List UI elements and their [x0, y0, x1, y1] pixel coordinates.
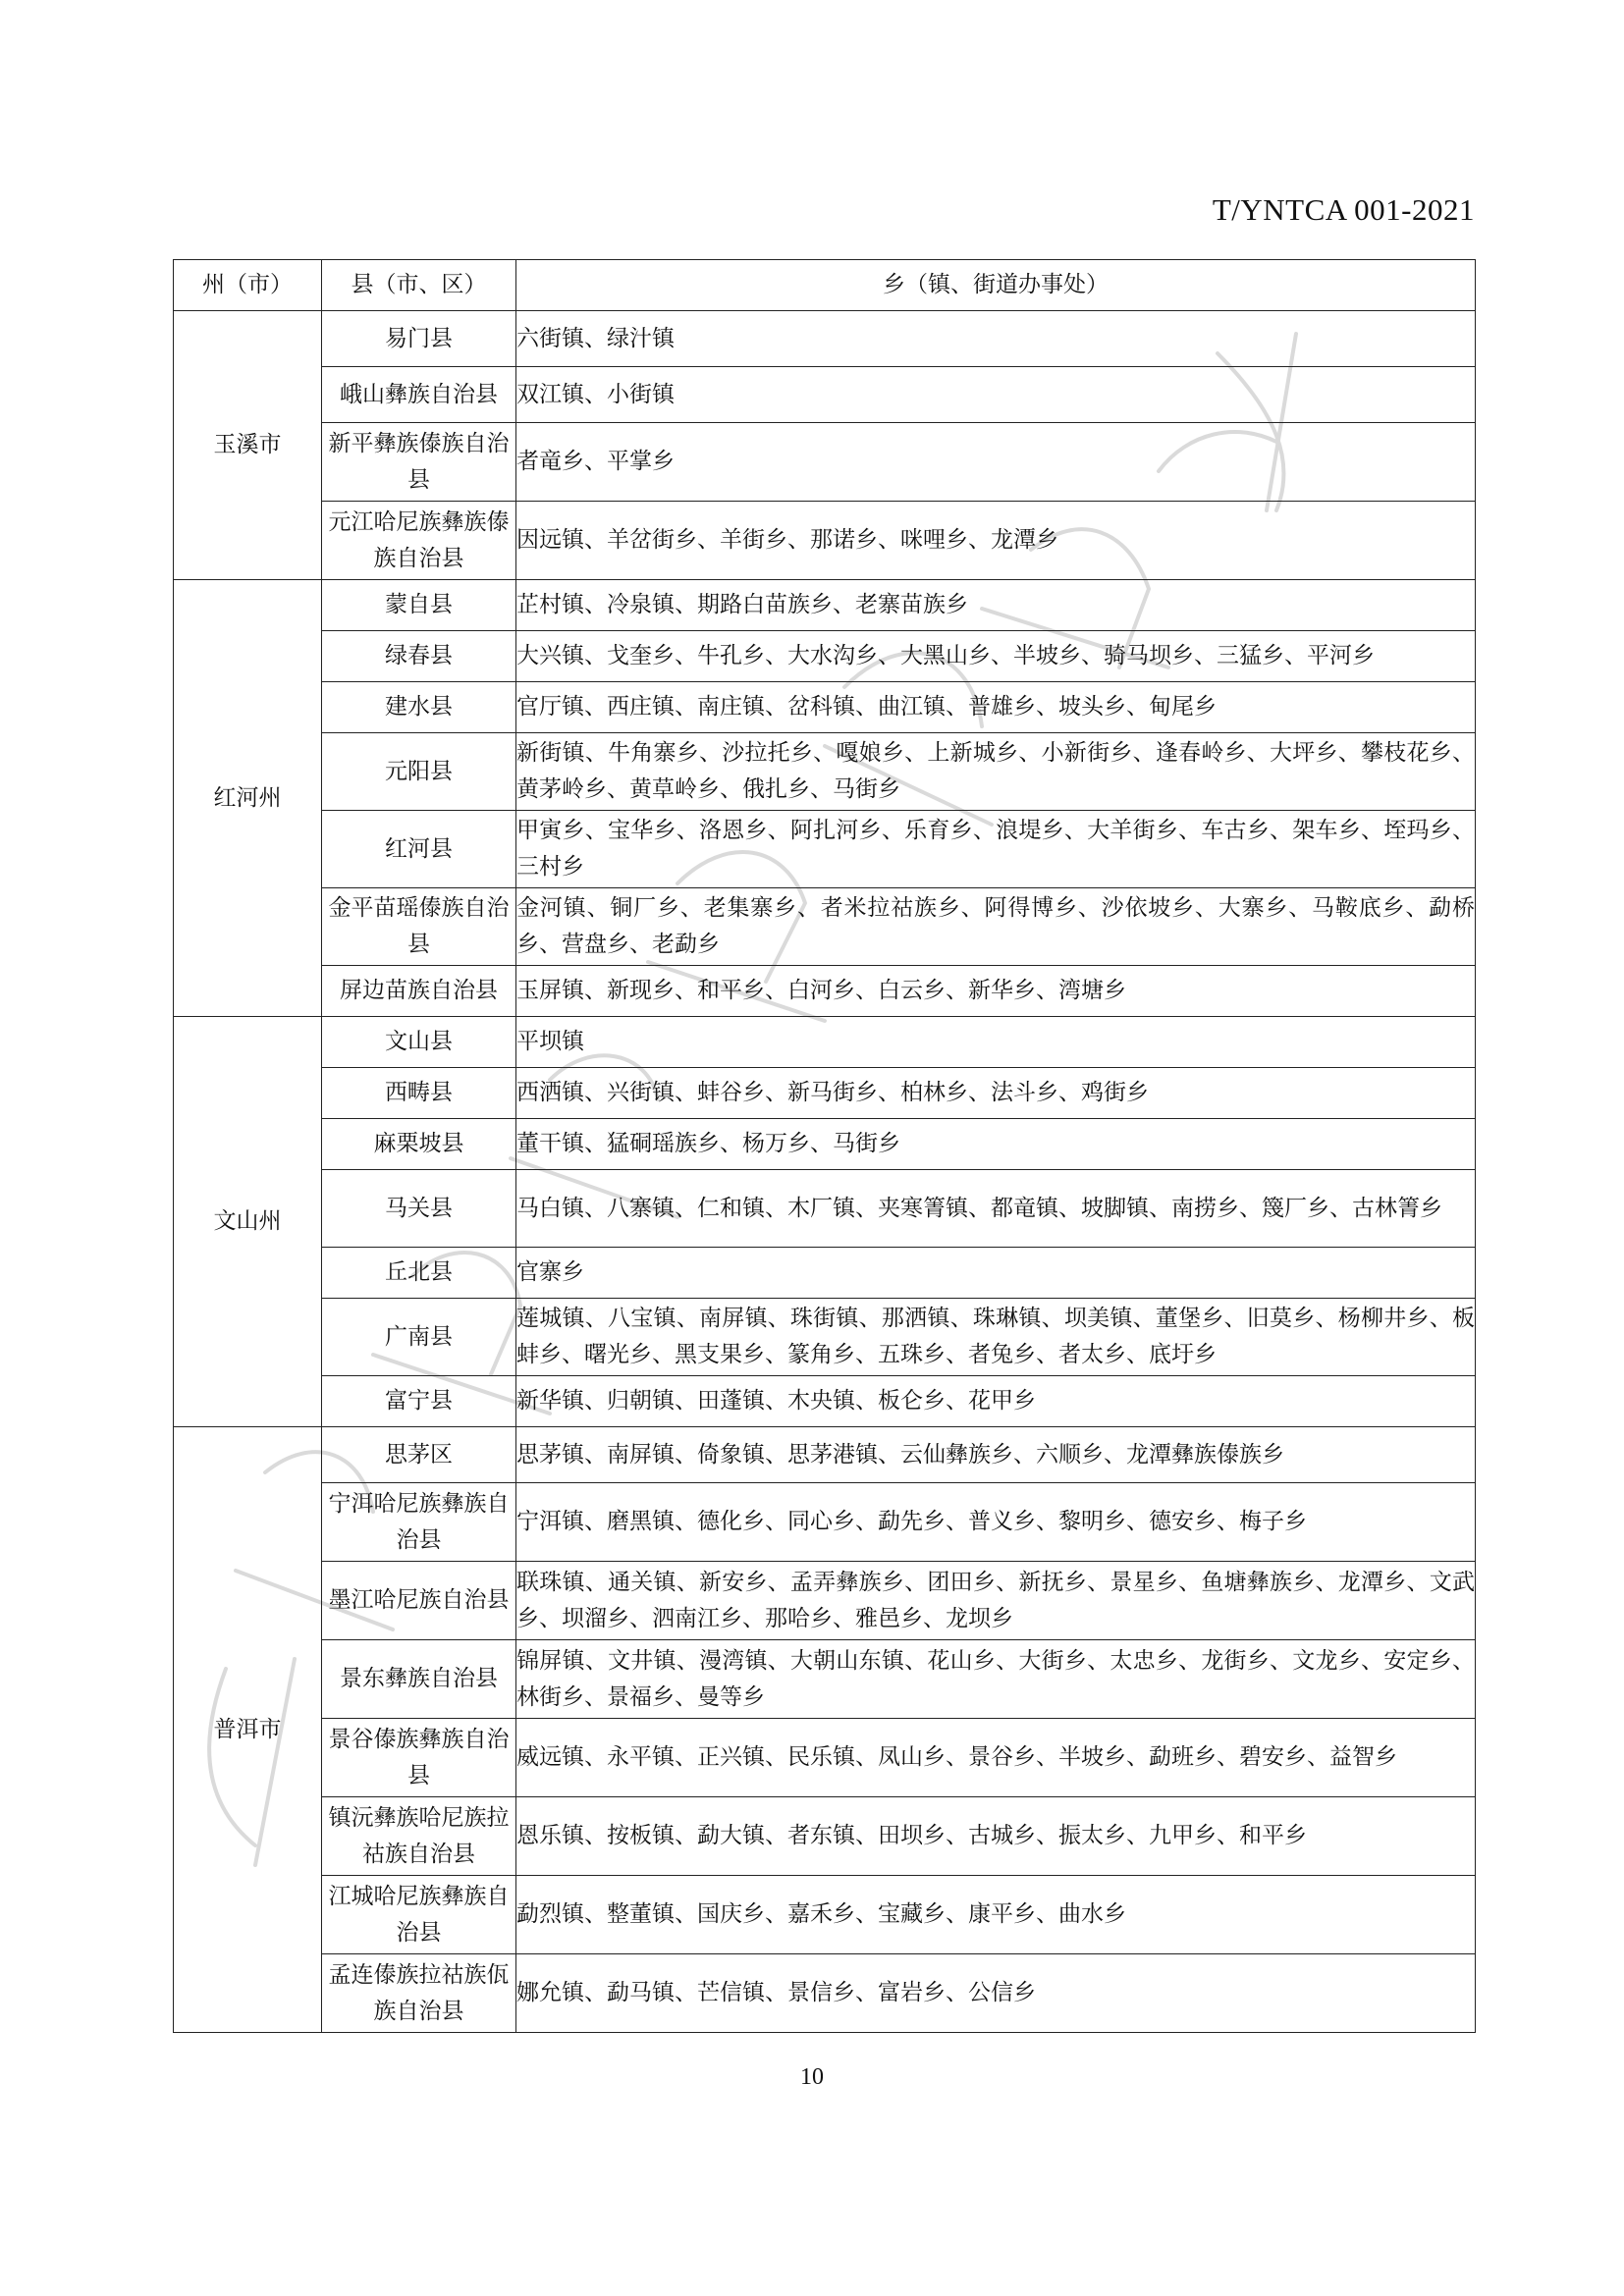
table-row: [174, 1017, 1476, 1068]
county-cell: 宁洱哈尼族彝族自治县: [322, 1483, 516, 1562]
county-cell: 文山县: [322, 1017, 516, 1068]
towns-cell: 董干镇、猛硐瑶族乡、杨万乡、马街乡: [516, 1119, 1476, 1170]
prefecture-cell: 文山州: [174, 1017, 322, 1427]
table-row: [174, 966, 1476, 1017]
document-code: T/YNTCA 001-2021: [1212, 192, 1475, 227]
table-row: [174, 1483, 1476, 1562]
county-cell: 马关县: [322, 1170, 516, 1248]
towns-cell: 大兴镇、戈奎乡、牛孔乡、大水沟乡、大黑山乡、半坡乡、骑马坝乡、三猛乡、平河乡: [516, 631, 1476, 682]
table-row: [174, 1170, 1476, 1248]
page-number: 10: [800, 2064, 824, 2090]
table-row: [174, 811, 1476, 888]
towns-cell: 者竜乡、平掌乡: [516, 423, 1476, 502]
county-cell: 思茅区: [322, 1427, 516, 1483]
county-cell: 西畴县: [322, 1068, 516, 1119]
towns-cell: 官寨乡: [516, 1248, 1476, 1299]
county-cell: 建水县: [322, 682, 516, 733]
table-row: [174, 1248, 1476, 1299]
county-cell: 新平彝族傣族自治县: [322, 423, 516, 502]
towns-cell: 六街镇、绿汁镇: [516, 311, 1476, 367]
towns-cell: 芷村镇、冷泉镇、期路白苗族乡、老寨苗族乡: [516, 580, 1476, 631]
towns-cell: 勐烈镇、整董镇、国庆乡、嘉禾乡、宝藏乡、康平乡、曲水乡: [516, 1876, 1476, 1954]
table-row: [174, 1954, 1476, 2033]
table-row: [174, 1376, 1476, 1427]
table-row: [174, 1068, 1476, 1119]
table-row: [174, 631, 1476, 682]
towns-cell: 威远镇、永平镇、正兴镇、民乐镇、凤山乡、景谷乡、半坡乡、勐班乡、碧安乡、益智乡: [516, 1719, 1476, 1797]
table-row: [174, 1876, 1476, 1954]
towns-cell: 西洒镇、兴街镇、蚌谷乡、新马街乡、柏林乡、法斗乡、鸡街乡: [516, 1068, 1476, 1119]
towns-cell: 新街镇、牛角寨乡、沙拉托乡、嘎娘乡、上新城乡、小新街乡、逢春岭乡、大坪乡、攀枝花乡、黄茅岭乡、黄草岭乡、俄扎乡、马街乡: [516, 733, 1476, 811]
township-table: [173, 259, 1476, 2033]
header-prefecture: 州（市）: [174, 260, 322, 311]
county-cell: 广南县: [322, 1299, 516, 1376]
county-cell: 峨山彝族自治县: [322, 367, 516, 423]
towns-cell: 锦屏镇、文井镇、漫湾镇、大朝山东镇、花山乡、大街乡、太忠乡、龙街乡、文龙乡、安定乡、林街乡、景福乡、曼等乡: [516, 1640, 1476, 1719]
towns-cell: 因远镇、羊岔街乡、羊街乡、那诺乡、咪哩乡、龙潭乡: [516, 502, 1476, 580]
header-towns: 乡（镇、街道办事处）: [516, 260, 1476, 311]
table-header-row: [174, 260, 1476, 311]
towns-cell: 玉屏镇、新现乡、和平乡、白河乡、白云乡、新华乡、湾塘乡: [516, 966, 1476, 1017]
towns-cell: 平坝镇: [516, 1017, 1476, 1068]
county-cell: 景谷傣族彝族自治县: [322, 1719, 516, 1797]
prefecture-cell: 红河州: [174, 580, 322, 1017]
county-cell: 元江哈尼族彝族傣族自治县: [322, 502, 516, 580]
header-county: 县（市、区）: [322, 260, 516, 311]
table-row: [174, 1562, 1476, 1640]
county-cell: 麻栗坡县: [322, 1119, 516, 1170]
table-row: [174, 1299, 1476, 1376]
county-cell: 屏边苗族自治县: [322, 966, 516, 1017]
table-row: [174, 367, 1476, 423]
table-row: [174, 502, 1476, 580]
county-cell: 蒙自县: [322, 580, 516, 631]
table-row: [174, 311, 1476, 367]
towns-cell: 恩乐镇、按板镇、勐大镇、者东镇、田坝乡、古城乡、振太乡、九甲乡、和平乡: [516, 1797, 1476, 1876]
table-row: [174, 580, 1476, 631]
towns-cell: 宁洱镇、磨黑镇、德化乡、同心乡、勐先乡、普义乡、黎明乡、德安乡、梅子乡: [516, 1483, 1476, 1562]
county-cell: 元阳县: [322, 733, 516, 811]
table-row: [174, 1427, 1476, 1483]
towns-cell: 双江镇、小街镇: [516, 367, 1476, 423]
towns-cell: 莲城镇、八宝镇、南屏镇、珠街镇、那洒镇、珠琳镇、坝美镇、董堡乡、旧莫乡、杨柳井乡、板蚌乡、曙光乡、黑支果乡、篆角乡、五珠乡、者兔乡、者太乡、底圩乡: [516, 1299, 1476, 1376]
table-row: [174, 1797, 1476, 1876]
prefecture-cell: 玉溪市: [174, 311, 322, 580]
prefecture-cell: 普洱市: [174, 1427, 322, 2033]
table-row: [174, 1640, 1476, 1719]
table-row: [174, 682, 1476, 733]
county-cell: 丘北县: [322, 1248, 516, 1299]
towns-cell: 官厅镇、西庄镇、南庄镇、岔科镇、曲江镇、普雄乡、坡头乡、甸尾乡: [516, 682, 1476, 733]
county-cell: 红河县: [322, 811, 516, 888]
towns-cell: 马白镇、八寨镇、仁和镇、木厂镇、夹寒箐镇、都竜镇、坡脚镇、南捞乡、篾厂乡、古林箐乡: [516, 1170, 1476, 1248]
county-cell: 镇沅彝族哈尼族拉祜族自治县: [322, 1797, 516, 1876]
towns-cell: 娜允镇、勐马镇、芒信镇、景信乡、富岩乡、公信乡: [516, 1954, 1476, 2033]
county-cell: 金平苗瑶傣族自治县: [322, 888, 516, 966]
table-row: [174, 733, 1476, 811]
towns-cell: 甲寅乡、宝华乡、洛恩乡、阿扎河乡、乐育乡、浪堤乡、大羊街乡、车古乡、架车乡、垤玛乡、三村乡: [516, 811, 1476, 888]
table-row: [174, 1719, 1476, 1797]
county-cell: 孟连傣族拉祜族佤族自治县: [322, 1954, 516, 2033]
table-row: [174, 888, 1476, 966]
county-cell: 江城哈尼族彝族自治县: [322, 1876, 516, 1954]
county-cell: 景东彝族自治县: [322, 1640, 516, 1719]
table-row: [174, 1119, 1476, 1170]
towns-cell: 金河镇、铜厂乡、老集寨乡、者米拉祜族乡、阿得博乡、沙依坡乡、大寨乡、马鞍底乡、勐桥乡、营盘乡、老勐乡: [516, 888, 1476, 966]
county-cell: 绿春县: [322, 631, 516, 682]
towns-cell: 思茅镇、南屏镇、倚象镇、思茅港镇、云仙彝族乡、六顺乡、龙潭彝族傣族乡: [516, 1427, 1476, 1483]
towns-cell: 联珠镇、通关镇、新安乡、孟弄彝族乡、团田乡、新抚乡、景星乡、鱼塘彝族乡、龙潭乡、文武乡、坝溜乡、泗南江乡、那哈乡、雅邑乡、龙坝乡: [516, 1562, 1476, 1640]
towns-cell: 新华镇、归朝镇、田蓬镇、木央镇、板仑乡、花甲乡: [516, 1376, 1476, 1427]
county-cell: 富宁县: [322, 1376, 516, 1427]
county-cell: 易门县: [322, 311, 516, 367]
table-row: [174, 423, 1476, 502]
county-cell: 墨江哈尼族自治县: [322, 1562, 516, 1640]
